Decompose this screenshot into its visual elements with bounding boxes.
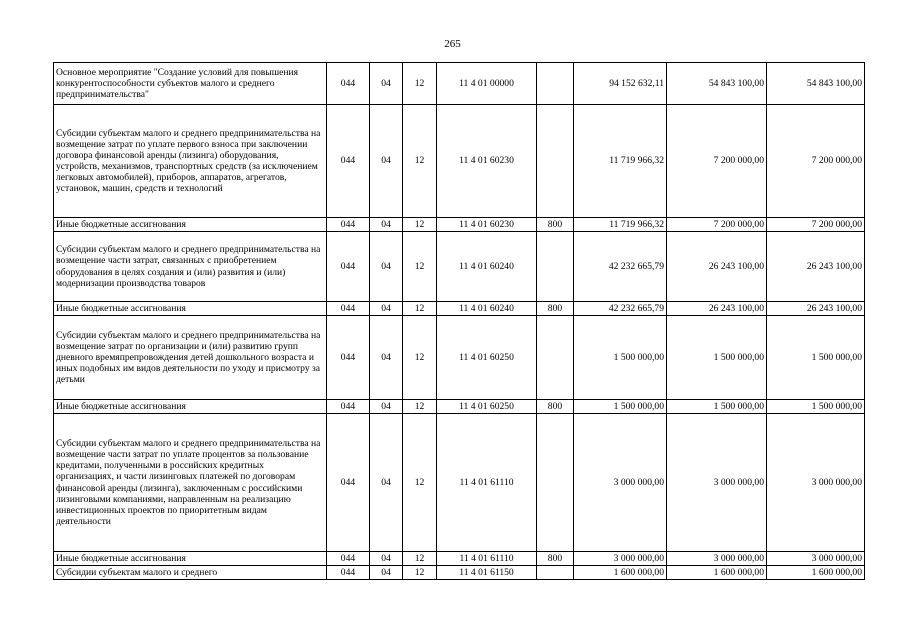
- table-row: [54, 105, 865, 218]
- section-code-cell: 04: [370, 232, 403, 302]
- amount-year2-cell: 1 600 000,00: [667, 566, 767, 580]
- subsection-code-cell: 12: [403, 316, 437, 400]
- amount-year1-cell: 1 500 000,00: [574, 400, 667, 414]
- amount-year2-cell: 26 243 100,00: [667, 302, 767, 316]
- row-name-cell: Субсидии субъектам малого и среднего предпринимательства на возмещение части затрат, связанных с приобретением оборудования в целях создания и (или) развития и (или) модернизации производства товаров: [54, 232, 327, 302]
- amount-year2-cell: 3 000 000,00: [667, 414, 767, 552]
- row-name-cell: Субсидии субъектам малого и среднего предпринимательства на возмещение затрат по организации и (или) развитию групп дневного времяпрепровождения детей дошкольного возраста и иных подобных им видов деятельности по уходу и присмотру за детьми: [54, 316, 327, 400]
- row-name-cell: Иные бюджетные ассигнования: [54, 400, 327, 414]
- subsection-code-cell: 12: [403, 552, 437, 566]
- amount-year1-cell: 94 152 632,11: [574, 63, 667, 105]
- target-article-cell: 11 4 01 61110: [437, 552, 537, 566]
- subsection-code-cell: 12: [403, 302, 437, 316]
- target-article-cell: 11 4 01 61150: [437, 566, 537, 580]
- ministry-code-cell: 044: [327, 566, 370, 580]
- ministry-code-cell: 044: [327, 400, 370, 414]
- target-article-cell: 11 4 01 60240: [437, 232, 537, 302]
- section-code-cell: 04: [370, 302, 403, 316]
- subsection-code-cell: 12: [403, 414, 437, 552]
- target-article-cell: 11 4 01 00000: [437, 63, 537, 105]
- amount-year2-cell: 3 000 000,00: [667, 552, 767, 566]
- table-row: [54, 316, 865, 400]
- section-code-cell: 04: [370, 414, 403, 552]
- expense-type-cell: [537, 232, 574, 302]
- ministry-code-cell: 044: [327, 232, 370, 302]
- section-code-cell: 04: [370, 316, 403, 400]
- ministry-code-cell: 044: [327, 316, 370, 400]
- ministry-code-cell: 044: [327, 552, 370, 566]
- table-row: [54, 232, 865, 302]
- target-article-cell: 11 4 01 61110: [437, 414, 537, 552]
- section-code-cell: 04: [370, 400, 403, 414]
- amount-year2-cell: 7 200 000,00: [667, 105, 767, 218]
- amount-year3-cell: 26 243 100,00: [767, 302, 865, 316]
- row-name-cell: Субсидии субъектам малого и среднего предпринимательства на возмещение части затрат по уплате процентов за пользование кредитами, полученными в российских кредитных организациях, и части лизинговых платежей по договорам финансовой аренды (лизинга), заключенным с российскими лизинговыми компаниями, направленным на реализацию инвестиционных проектов по приоритетным видам деятельности: [54, 414, 327, 552]
- amount-year3-cell: 7 200 000,00: [767, 218, 865, 232]
- table-row: [54, 400, 865, 414]
- section-code-cell: 04: [370, 218, 403, 232]
- amount-year1-cell: 3 000 000,00: [574, 414, 667, 552]
- target-article-cell: 11 4 01 60230: [437, 218, 537, 232]
- expense-type-cell: 800: [537, 218, 574, 232]
- section-code-cell: 04: [370, 105, 403, 218]
- row-name-cell: Иные бюджетные ассигнования: [54, 302, 327, 316]
- target-article-cell: 11 4 01 60250: [437, 400, 537, 414]
- subsection-code-cell: 12: [403, 566, 437, 580]
- row-name-cell: Иные бюджетные ассигнования: [54, 552, 327, 566]
- ministry-code-cell: 044: [327, 302, 370, 316]
- table-row: [54, 63, 865, 105]
- table-row: [54, 218, 865, 232]
- expense-type-cell: [537, 63, 574, 105]
- amount-year3-cell: 1 500 000,00: [767, 316, 865, 400]
- row-name-cell: Основное мероприятие "Создание условий для повышения конкурентоспособности субъектов малого и среднего предпринимательства": [54, 63, 327, 105]
- amount-year1-cell: 3 000 000,00: [574, 552, 667, 566]
- subsection-code-cell: 12: [403, 400, 437, 414]
- amount-year3-cell: 3 000 000,00: [767, 414, 865, 552]
- expense-type-cell: [537, 566, 574, 580]
- subsection-code-cell: 12: [403, 232, 437, 302]
- section-code-cell: 04: [370, 63, 403, 105]
- row-name-cell: Иные бюджетные ассигнования: [54, 218, 327, 232]
- amount-year2-cell: 54 843 100,00: [667, 63, 767, 105]
- expense-type-cell: [537, 414, 574, 552]
- amount-year2-cell: 1 500 000,00: [667, 316, 767, 400]
- amount-year2-cell: 1 500 000,00: [667, 400, 767, 414]
- target-article-cell: 11 4 01 60250: [437, 316, 537, 400]
- subsection-code-cell: 12: [403, 105, 437, 218]
- amount-year2-cell: 7 200 000,00: [667, 218, 767, 232]
- expense-type-cell: [537, 316, 574, 400]
- amount-year3-cell: 54 843 100,00: [767, 63, 865, 105]
- ministry-code-cell: 044: [327, 105, 370, 218]
- expense-type-cell: 800: [537, 552, 574, 566]
- table-row: [54, 414, 865, 552]
- ministry-code-cell: 044: [327, 414, 370, 552]
- amount-year3-cell: 1 500 000,00: [767, 400, 865, 414]
- subsection-code-cell: 12: [403, 218, 437, 232]
- target-article-cell: 11 4 01 60230: [437, 105, 537, 218]
- ministry-code-cell: 044: [327, 218, 370, 232]
- table-row: [54, 552, 865, 566]
- table-row: [54, 566, 865, 580]
- amount-year1-cell: 11 719 966,32: [574, 105, 667, 218]
- row-name-cell: Субсидии субъектам малого и среднего предпринимательства на возмещение затрат по уплате первого взноса при заключении договора финансовой аренды (лизинга) оборудования, устройств, механизмов, транспортных средств (за исключением легковых автомобилей), приборов, аппаратов, агрегатов, установок, машин, средств и технологий: [54, 105, 327, 218]
- expense-type-cell: 800: [537, 302, 574, 316]
- amount-year3-cell: 26 243 100,00: [767, 232, 865, 302]
- page-number: 265: [444, 38, 461, 50]
- section-code-cell: 04: [370, 552, 403, 566]
- subsection-code-cell: 12: [403, 63, 437, 105]
- amount-year3-cell: 1 600 000,00: [767, 566, 865, 580]
- row-name-cell: Субсидии субъектам малого и среднего: [54, 566, 327, 580]
- amount-year1-cell: 11 719 966,32: [574, 218, 667, 232]
- budget-table: [53, 62, 865, 580]
- amount-year1-cell: 1 500 000,00: [574, 316, 667, 400]
- expense-type-cell: [537, 105, 574, 218]
- ministry-code-cell: 044: [327, 63, 370, 105]
- amount-year2-cell: 26 243 100,00: [667, 232, 767, 302]
- target-article-cell: 11 4 01 60240: [437, 302, 537, 316]
- amount-year1-cell: 1 600 000,00: [574, 566, 667, 580]
- amount-year1-cell: 42 232 665,79: [574, 302, 667, 316]
- amount-year1-cell: 42 232 665,79: [574, 232, 667, 302]
- amount-year3-cell: 7 200 000,00: [767, 105, 865, 218]
- table-row: [54, 302, 865, 316]
- section-code-cell: 04: [370, 566, 403, 580]
- amount-year3-cell: 3 000 000,00: [767, 552, 865, 566]
- expense-type-cell: 800: [537, 400, 574, 414]
